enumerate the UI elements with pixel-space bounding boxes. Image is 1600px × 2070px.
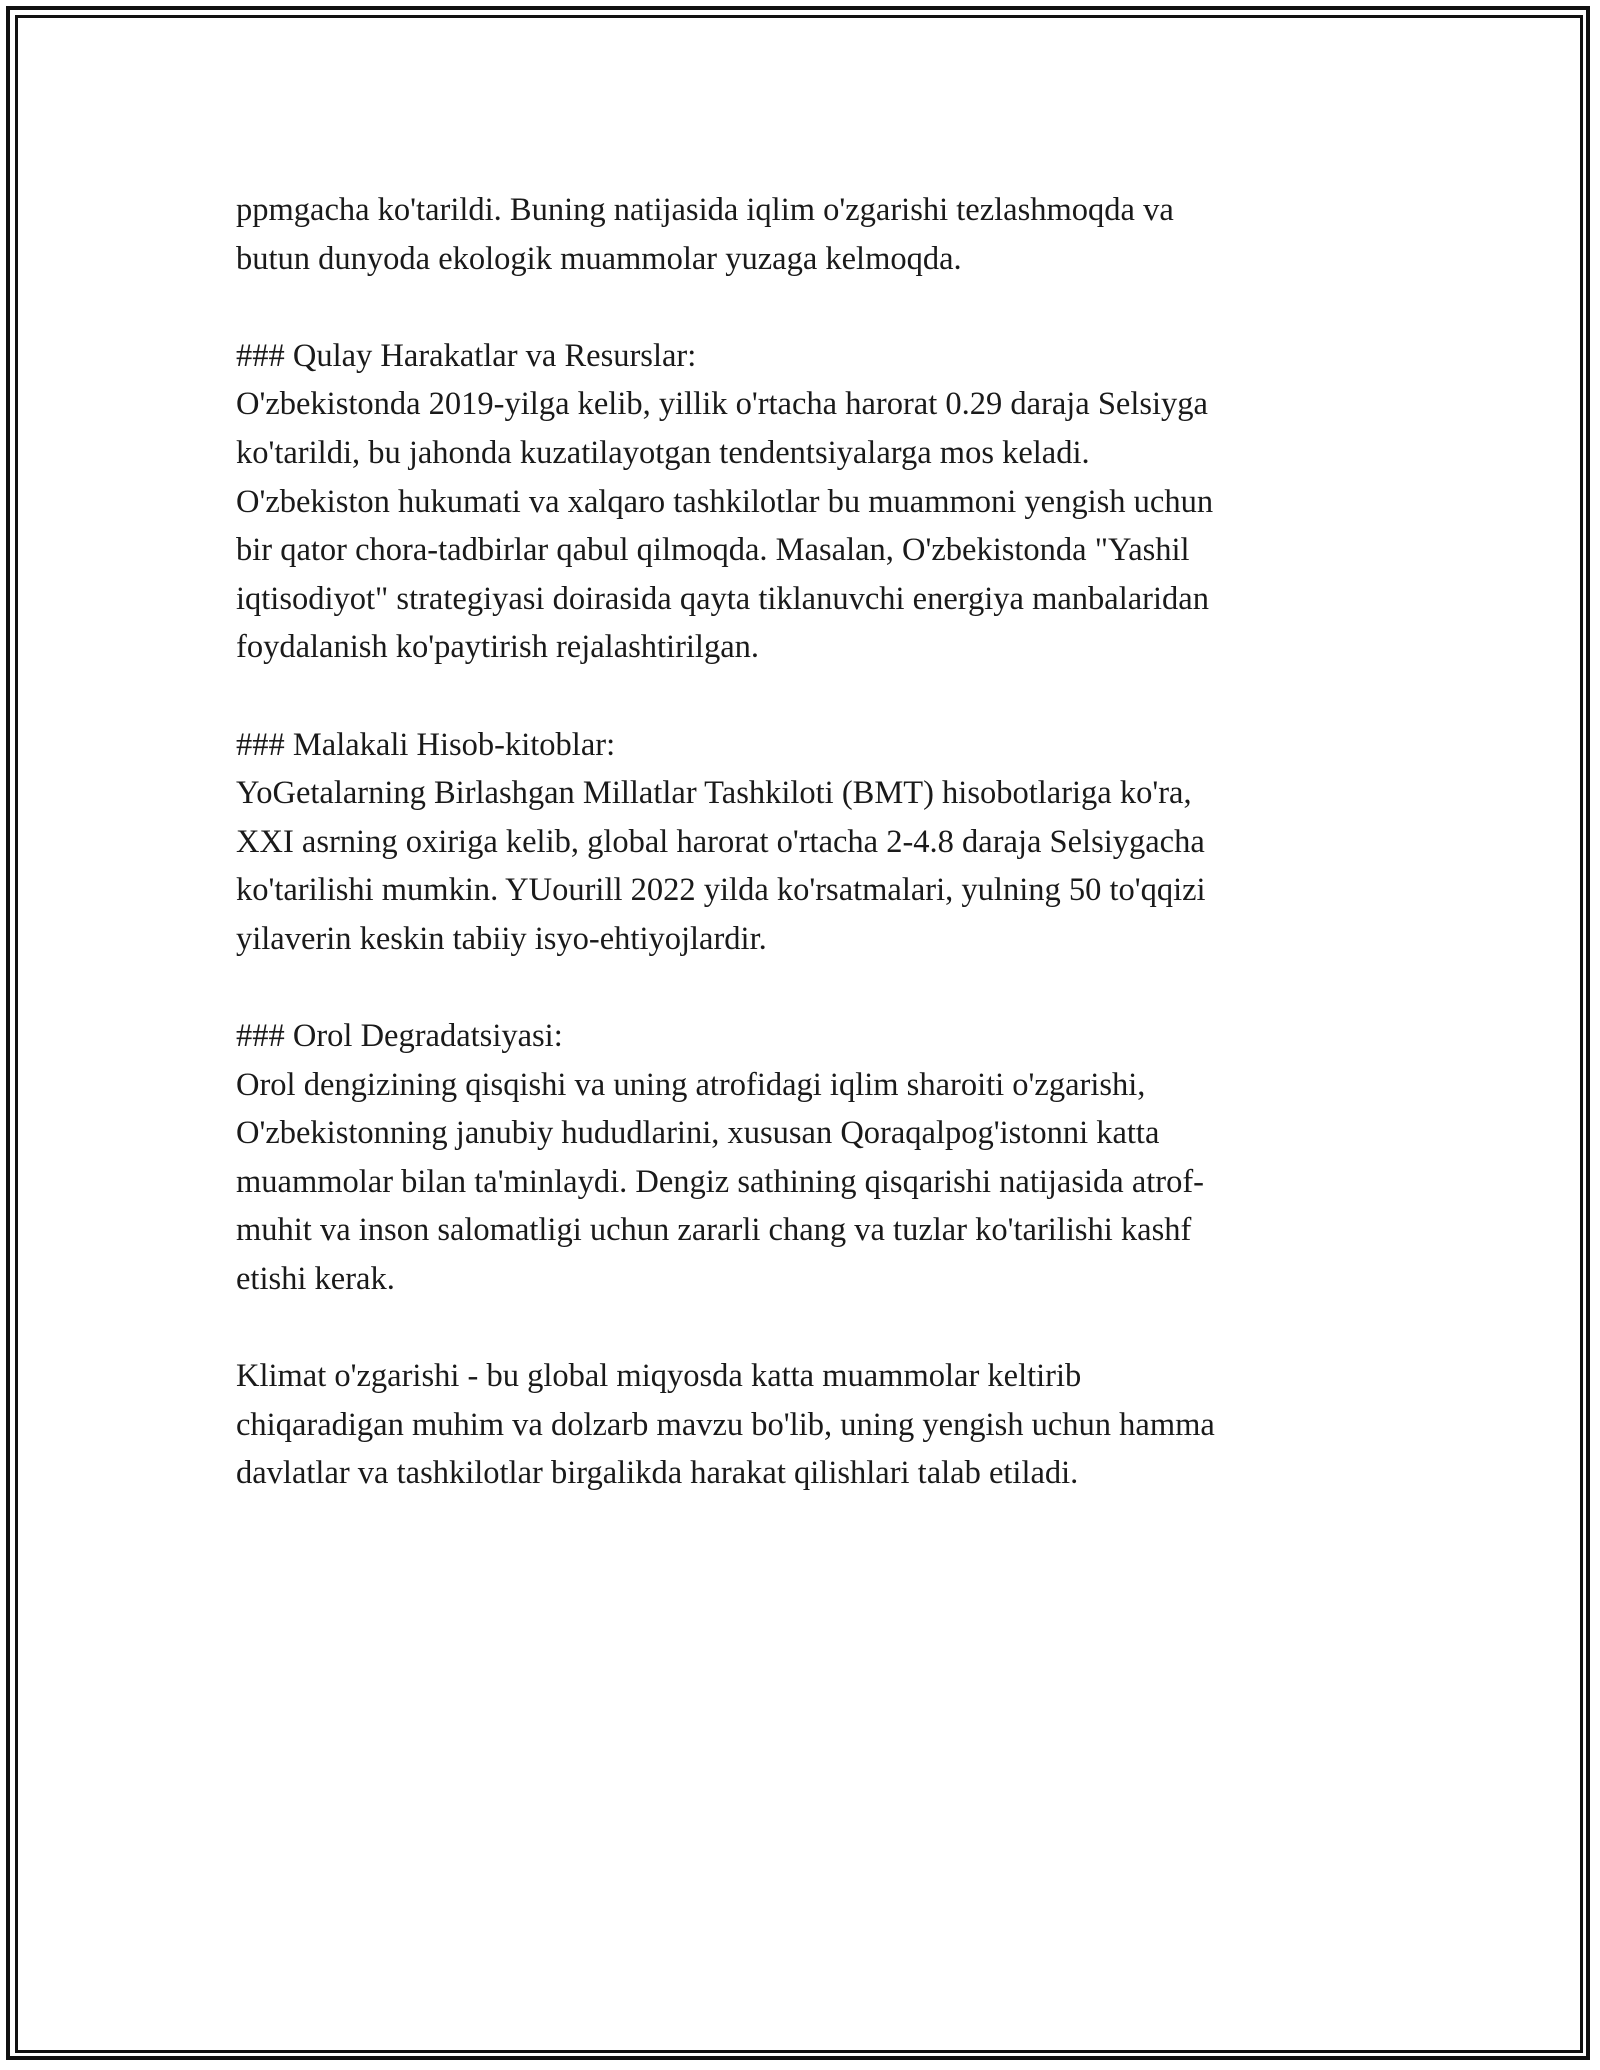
section-heading: ### Malakali Hisob-kitoblar: (236, 726, 616, 763)
text-line: ko'tarilishi mumkin. YUourill 2022 yilda ko'rsatmalari, yulning 50 to'qqizi (236, 872, 1206, 909)
text-line: iqtisodiyot" strategiyasi doirasida qayta tiklanuvchi energiya manbalaridan (236, 580, 1209, 617)
text-line: muhit va inson salomatligi uchun zararli chang va tuzlar ko'tarilishi kashf (236, 1212, 1192, 1249)
text-line: bir qator chora-tadbirlar qabul qilmoqda. Masalan, O'zbekistonda "Yashil (236, 532, 1190, 569)
text-line: O'zbekistonda 2019-yilga kelib, yillik o'rtacha harorat 0.29 daraja Selsiyga (236, 386, 1208, 423)
text-line: foydalanish ko'paytirish rejalashtirilgan. (236, 629, 760, 666)
section-malakali-hisob (236, 721, 1396, 964)
text-line: YoGetalarning Birlashgan Millatlar Tashkiloti (BMT) hisobotlariga ko'ra, (236, 775, 1192, 812)
section-qulay-harakatlar (236, 332, 1396, 672)
section-heading: ### Orol Degradatsiyasi: (236, 1018, 563, 1055)
text-line: davlatlar va tashkilotlar birgalikda harakat qilishlari talab etiladi. (236, 1455, 1079, 1492)
text-line: chiqaradigan muhim va dolzarb mavzu bo'lib, uning yengish uchun hamma (236, 1406, 1215, 1443)
text-line: etishi kerak. (236, 1261, 395, 1298)
text-line: ko'tarildi, bu jahonda kuzatilayotgan tendentsiyalarga mos keladi. (236, 434, 1090, 471)
section-orol-degradatsiyasi (236, 1012, 1396, 1304)
text-line: Klimat o'zgarishi - bu global miqyosda katta muammolar keltirib (236, 1358, 1082, 1395)
text-line: yilaverin keskin tabiiy isyo-ehtiyojlardir. (236, 920, 767, 957)
text-line: XXI asrning oxiriga kelib, global harorat o'rtacha 2-4.8 daraja Selsiygacha (236, 823, 1205, 860)
document-body (236, 186, 1396, 1498)
paragraph-conclusion (236, 1352, 1396, 1498)
text-line: ppmgacha ko'tarildi. Buning natijasida iqlim o'zgarishi tezlashmoqda va (236, 192, 1174, 228)
text-line: Orol dengizining qisqishi va uning atrofidagi iqlim sharoiti o'zgarishi, (236, 1066, 1146, 1103)
paragraph-intro-continuation (236, 186, 1396, 283)
text-line: O'zbekistonning janubiy hududlarini, xususan Qoraqalpog'istonni katta (236, 1115, 1160, 1152)
section-heading: ### Qulay Harakatlar va Resurslar: (236, 337, 697, 374)
text-line: muammolar bilan ta'minlaydi. Dengiz sathining qisqarishi natijasida atrof- (236, 1163, 1204, 1200)
text-line: butun dunyoda ekologik muammolar yuzaga kelmoqda. (236, 240, 962, 277)
text-line: O'zbekiston hukumati va xalqaro tashkilotlar bu muammoni yengish uchun (236, 483, 1214, 520)
